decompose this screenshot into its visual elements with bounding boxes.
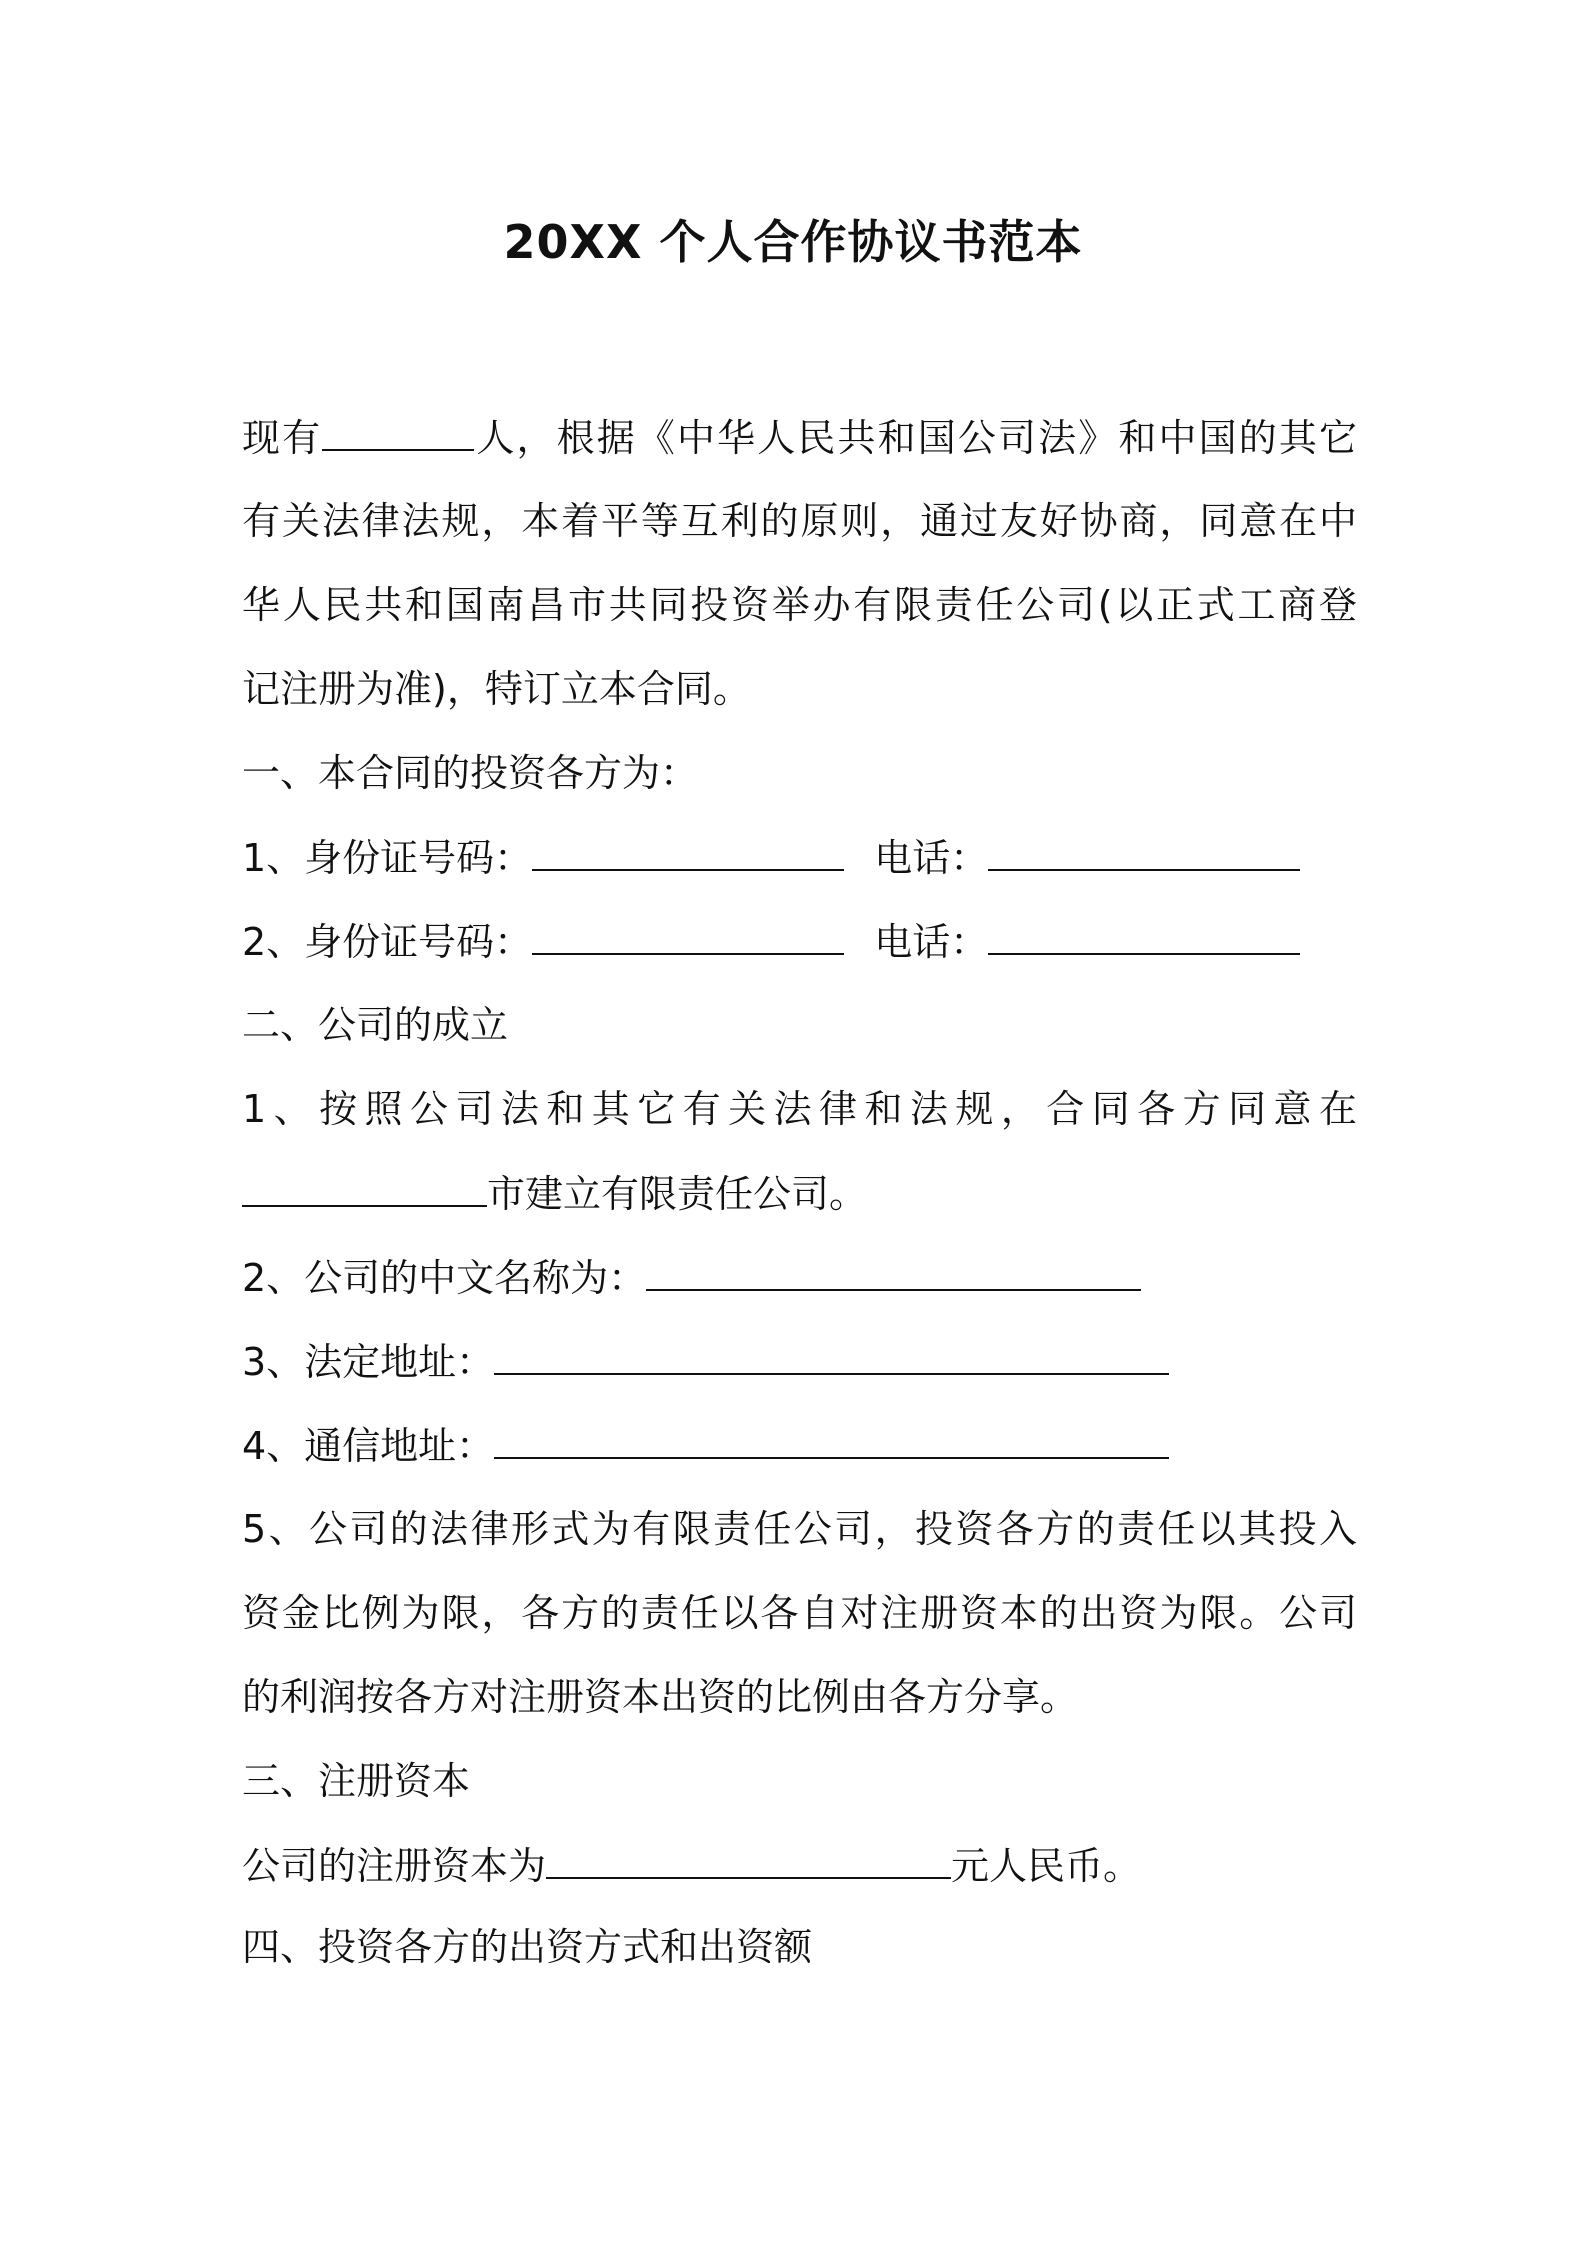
- blank-party-count: [322, 407, 474, 451]
- section-2-item-1-line-2: [242, 1163, 1357, 1223]
- section-2-item-5-line-2: 资金比例为限，各方的责任以各自对注册资本的出资为限。公司: [242, 1591, 1357, 1635]
- intro-line-3: 华人民共和国南昌市共同投资举办有限责任公司(以正式工商登: [242, 583, 1357, 627]
- capital-text: 公司的注册资本为: [242, 1844, 547, 1888]
- phone-label: 电话：: [874, 836, 989, 880]
- intro-text: 人，根据《中华人民共和国公司法》和中国的其它: [474, 416, 1357, 460]
- section-2-item-3: [242, 1331, 1357, 1391]
- party-row-1: [242, 827, 1357, 887]
- blank-mailing-address: [494, 1415, 1169, 1459]
- company-name-label: 2、公司的中文名称为：: [242, 1256, 647, 1300]
- section-2-item-5-line-3: 的利润按各方对注册资本出资的比例由各方分享。: [242, 1675, 1079, 1719]
- document-title: 20XX 个人合作协议书范本: [503, 215, 1083, 269]
- intro-line-4: 记注册为准)，特订立本合同。: [242, 667, 751, 711]
- id-number-label: 1、身份证号码：: [242, 836, 533, 880]
- registered-capital-line: [242, 1835, 1357, 1895]
- intro-line-2: 有关法律法规，本着平等互利的原则，通过友好协商，同意在中: [242, 499, 1357, 543]
- party-row-2: [242, 911, 1357, 971]
- capital-text: 元人民币。: [951, 1844, 1142, 1888]
- blank-phone-1: [988, 827, 1300, 871]
- legal-address-label: 3、法定地址：: [242, 1340, 495, 1384]
- item-text: 市建立有限责任公司。: [487, 1172, 868, 1216]
- blank-phone-2: [988, 911, 1300, 955]
- blank-company-name: [646, 1247, 1141, 1291]
- section-2-item-2: [242, 1247, 1357, 1307]
- blank-registered-capital: [546, 1835, 951, 1879]
- mailing-address-label: 4、通信地址：: [242, 1424, 495, 1468]
- intro-text: 现有: [242, 416, 323, 460]
- blank-id-number-2: [532, 911, 844, 955]
- section-3-heading: 三、注册资本: [242, 1759, 471, 1803]
- section-2-item-1-line-1: 1、按照公司法和其它有关法律和法规，合同各方同意在: [242, 1087, 1357, 1131]
- id-number-label: 2、身份证号码：: [242, 920, 533, 964]
- phone-label: 电话：: [874, 920, 989, 964]
- section-2-item-4: [242, 1415, 1357, 1475]
- blank-legal-address: [494, 1331, 1169, 1375]
- section-2-item-5-line-1: 5、公司的法律形式为有限责任公司，投资各方的责任以其投入: [242, 1507, 1357, 1551]
- section-1-heading: 一、本合同的投资各方为：: [242, 751, 699, 795]
- blank-city: [242, 1163, 487, 1207]
- blank-id-number-1: [532, 827, 844, 871]
- section-4-heading: 四、投资各方的出资方式和出资额: [242, 1925, 813, 1969]
- intro-line-1: [242, 407, 1357, 467]
- section-2-heading: 二、公司的成立: [242, 1003, 509, 1047]
